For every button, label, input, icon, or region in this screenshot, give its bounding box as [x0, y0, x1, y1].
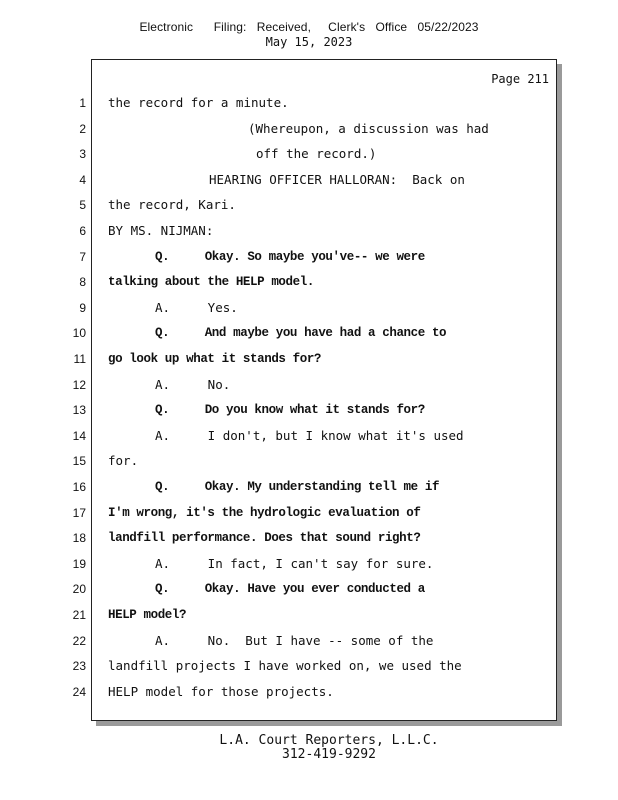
transcript-line: the record, Kari.	[108, 197, 236, 212]
line-number: 18	[72, 531, 86, 545]
transcript-line: Q. Okay. My understanding tell me if	[155, 480, 440, 494]
line-number: 11	[73, 352, 86, 366]
transcript-line: (Whereupon, a discussion was had	[248, 121, 489, 136]
transcript-line: go look up what it stands for?	[108, 352, 322, 366]
page-number: Page 211	[491, 72, 549, 86]
transcript-line: landfill performance. Does that sound right?	[108, 531, 421, 545]
line-number: 3	[79, 147, 86, 161]
transcript-line: talking about the HELP model.	[108, 275, 314, 289]
line-number: 19	[72, 557, 86, 571]
transcript-line: A. No. But I have -- some of the	[155, 633, 434, 648]
transcript-line: HEARING OFFICER HALLORAN: Back on	[209, 172, 465, 187]
transcript-line: for.	[108, 453, 139, 468]
transcript-line: landfill projects I have worked on, we used the	[108, 658, 462, 673]
line-number: 16	[72, 480, 86, 494]
line-number: 5	[79, 198, 86, 212]
transcript-line: A. I don't, but I know what it's used	[155, 428, 464, 443]
line-number: 6	[79, 224, 86, 238]
line-number: 15	[72, 454, 86, 468]
transcript-line: Q. Okay. So maybe you've-- we were	[155, 250, 425, 264]
transcript-line: HELP model?	[108, 608, 187, 622]
line-number: 21	[72, 608, 86, 622]
line-number: 2	[79, 122, 86, 136]
transcript-line: I'm wrong, it's the hydrologic evaluation of	[108, 506, 421, 520]
transcript-line: off the record.)	[256, 146, 377, 161]
transcript-line: Q. And maybe you have had a chance to	[155, 326, 447, 340]
line-number: 7	[79, 250, 86, 264]
line-number: 9	[79, 301, 86, 315]
footer-phone: 312-419-9292	[282, 747, 376, 762]
line-number: 8	[79, 275, 86, 289]
line-number: 4	[79, 173, 86, 187]
footer-company: L.A. Court Reporters, L.L.C.	[219, 733, 439, 748]
line-number: 17	[72, 506, 86, 520]
filing-stamp: Electronic Filing: Received, Clerk's Office 05/22/2023	[139, 20, 479, 34]
transcript-line: A. No.	[155, 377, 231, 392]
line-number: 14	[72, 429, 86, 443]
transcript-line: the record for a minute.	[108, 95, 289, 110]
transcript-line: A. In fact, I can't say for sure.	[155, 556, 434, 571]
line-number: 1	[79, 96, 86, 110]
line-number: 13	[72, 403, 86, 417]
line-number: 12	[72, 378, 86, 392]
line-number: 22	[72, 634, 86, 648]
line-number: 10	[72, 326, 86, 340]
document-date: May 15, 2023	[265, 35, 353, 49]
transcript-line: HELP model for those projects.	[108, 684, 334, 699]
transcript-line: Q. Do you know what it stands for?	[155, 403, 425, 417]
line-number: 23	[72, 659, 86, 673]
line-number: 24	[72, 685, 86, 699]
transcript-line: BY MS. NIJMAN:	[108, 223, 214, 238]
transcript-line: A. Yes.	[155, 300, 238, 315]
transcript-line: Q. Okay. Have you ever conducted a	[155, 582, 425, 596]
line-number: 20	[72, 582, 86, 596]
